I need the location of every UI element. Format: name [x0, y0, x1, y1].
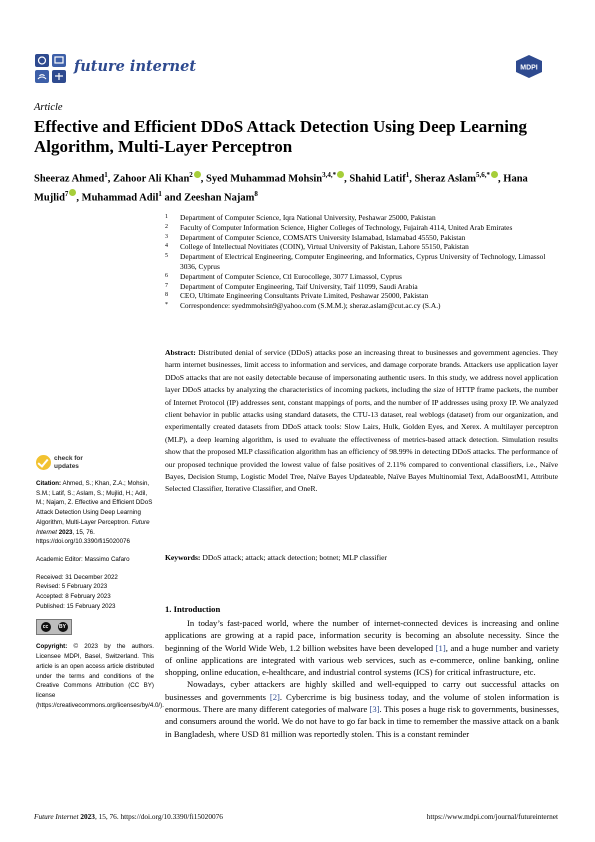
- check-updates-line1: check for: [54, 455, 83, 462]
- affiliation-number: *: [165, 302, 168, 309]
- affiliation-text: CEO, Ultimate Engineering Consultants Private Limited, Peshawar 25000, Pakistan: [180, 291, 429, 301]
- affiliation-item: [165, 242, 555, 252]
- author-affiliation-sup: 1: [104, 171, 108, 179]
- author-affiliation-sup: 2: [189, 171, 193, 179]
- academic-editor: Academic Editor: Massimo Cafaro: [36, 555, 130, 563]
- author-name: Zahoor Ali Khan: [113, 173, 190, 185]
- author-separator: ,: [498, 173, 504, 185]
- citation-label: Citation:: [36, 480, 62, 487]
- affiliation-item: [165, 282, 555, 292]
- by-icon: BY: [59, 624, 66, 631]
- affiliation-number: 2: [165, 223, 168, 230]
- author-name: Sheeraz Ahmed: [34, 173, 105, 185]
- citation-doi-link[interactable]: , 15, 76. https://doi.org/10.3390/fi15020076: [36, 528, 130, 546]
- affiliation-number: 7: [165, 282, 168, 289]
- affiliation-number: 1: [165, 214, 168, 220]
- orcid-icon[interactable]: [491, 171, 498, 178]
- article-type: Article: [34, 102, 63, 113]
- abstract-section: [165, 347, 558, 496]
- section-heading-introduction: 1. Introduction: [165, 604, 221, 614]
- orcid-icon[interactable]: [194, 171, 201, 178]
- footer-citation: [34, 812, 223, 821]
- article-sidebar: [36, 479, 164, 710]
- check-for-updates-button[interactable]: [36, 454, 96, 476]
- author-affiliation-sup: 1: [405, 171, 410, 179]
- author-name: Syed Muhammad Mohsin: [206, 173, 323, 185]
- author-affiliation-sup: 8: [254, 189, 258, 198]
- intro-paragraph-2: [165, 678, 559, 739]
- author-name: Zeeshan Najam: [184, 192, 255, 203]
- publisher-text: MDPI: [520, 64, 538, 72]
- cc-by-license-icon[interactable]: [36, 619, 72, 635]
- footer-doi-link[interactable]: , 15, 76. https://doi.org/10.3390/fi15020076: [94, 812, 223, 821]
- affiliation-text: Department of Computer Science, Ctl Eurocollege, 3077 Limassol, Cyprus: [180, 271, 402, 281]
- date-received: Received: 31 December 2022: [36, 573, 118, 581]
- intro-p1-text-b: , and a huge number and variety of online applications are integrated with various web services, such as e-commerce, online banking, online shopping, online education, e-healthcare, and industrial control systems (ICS) for critical infrastructure, etc.: [165, 642, 559, 678]
- affiliations-list: [165, 213, 555, 311]
- author-separator: ,: [76, 192, 82, 203]
- author-name: Shahid Latif: [349, 173, 406, 185]
- affiliation-item: [165, 233, 555, 243]
- affiliation-item: [165, 291, 555, 301]
- cc-icon: cc: [41, 622, 51, 632]
- abstract-label: Abstract:: [165, 348, 196, 357]
- keywords-section: [165, 552, 558, 563]
- author-separator: ,: [107, 173, 114, 185]
- author-separator: ,: [200, 173, 207, 185]
- intro-p2-text-b: . Cybercrime is big business today, and the volume of stolen information is enormous. There are many different categories of malware: [165, 691, 559, 715]
- intro-p1-text-a: In today’s fast-paced world, where the number of internet-connected devices is increasing and online applications are growing at a rapid pace, information security is becoming an absolute necessity. Since the beginning of the World Wide Web, 1.2 billion websites have been developed: [165, 618, 559, 653]
- copyright-label: Copyright:: [36, 643, 68, 651]
- intro-paragraph-1: [165, 617, 559, 678]
- citation-journal: Future Internet: [36, 518, 150, 536]
- affiliation-item: [165, 252, 555, 272]
- citation-text: Ahmed, S.; Khan, Z.A.; Mohsin, S.M.; Latif, S.; Aslam, S.; Mujlid, H.; Adil, M.; Najam, Z. Effective and Efficient DDoS Attack Detection Using Deep Learning Algorithm, Multi-Layer Perceptron.: [36, 480, 153, 526]
- affiliation-text: Faculty of Computer Information Science, Higher Colleges of Technology, Fujairah 4114, United Arab Emirates: [180, 222, 513, 232]
- affiliation-text: Department of Computer Engineering, Taif University, Taif 11099, Saudi Arabia: [180, 281, 418, 291]
- citation-year: 2023: [58, 528, 73, 536]
- footer-journal: Future Internet: [34, 812, 79, 821]
- affiliation-item: [165, 301, 555, 311]
- author-affiliation-sup: 5,6,*: [476, 171, 491, 179]
- mdpi-logo-icon: [516, 55, 542, 78]
- journal-logo-icon: [34, 51, 67, 84]
- author-affiliation-sup: 1: [158, 189, 162, 198]
- author-list: [34, 168, 559, 205]
- article-title: Effective and Efficient DDoS Attack Detection Using Deep Learning Algorithm, Multi-Layer Perceptron: [34, 117, 527, 156]
- affiliation-number: 3: [165, 233, 168, 240]
- keywords-text: DDoS attack; attack; attack detection; botnet; MLP classifier: [202, 553, 387, 562]
- affiliation-text: Department of Computer Science, COMSATS University Islamabad, Islamabad 45550, Pakistan: [180, 232, 466, 242]
- intro-p2-text-c: . This poses a huge risk to governments, businesses, and consumers around the world. We do not have to go far back in time to remember the massive attack on a bank in Bangladesh, where USD 81 million was reportedly stolen. This is a constant reminder: [165, 704, 559, 739]
- check-updates-icon: [36, 455, 51, 470]
- author-affiliation-sup: 3,4,*: [322, 171, 337, 179]
- journal-name: future internet: [74, 58, 197, 75]
- affiliation-text: College of Intellectual Novitiates (COIN), Virtual University of Pakistan, Lahore 55150, Pakistan: [180, 242, 469, 252]
- author-separator: and: [161, 192, 185, 203]
- date-accepted: Accepted: 8 February 2023: [36, 593, 111, 601]
- date-published: Published: 15 February 2023: [36, 602, 116, 610]
- author-name: Muhammad Adil: [81, 192, 159, 203]
- citation-link[interactable]: [3]: [369, 704, 380, 715]
- affiliation-number: 6: [165, 272, 168, 279]
- dates-block: [36, 573, 154, 612]
- footer-journal-url[interactable]: https://www.mdpi.com/journal/futureinternet: [426, 812, 558, 821]
- citation-block: [36, 479, 154, 547]
- affiliation-text: Department of Computer Science, Iqra National University, Peshawar 25000, Pakistan: [180, 213, 436, 222]
- copyright-block: [36, 642, 164, 710]
- author-name: Sheraz Aslam: [414, 173, 477, 185]
- citation-link[interactable]: [2]: [269, 691, 280, 702]
- citation-link[interactable]: [1]: [435, 642, 446, 653]
- author-separator: ,: [344, 173, 350, 185]
- affiliation-item: [165, 272, 555, 282]
- affiliation-text: Department of Electrical Engineering, Computer Engineering, and Informatics, Cyprus University of Technology, Limassol 3036, Cyprus: [180, 252, 546, 271]
- affiliation-item: [165, 223, 555, 233]
- date-revised: Revised: 5 February 2023: [36, 583, 108, 591]
- author-separator: ,: [409, 173, 415, 185]
- abstract-text: Distributed denial of service (DDoS) attacks pose an increasing threat to businesses and government agencies. They harm internet businesses, limit access to information and services, and damage corporate brands. Attackers use application layer DDoS attacks that are not easily detectable because of impersonating authentic users. In this study, we address novel application layer DDoS attacks by analyzing the characteristics of incoming packets, including the size of HTTP frame packets, the number of Internet Protocol (IP) addresses sent, constant mappings of ports, and the number of IP addresses using proxy IP. We analyzed client behavior in public attacks using standard datasets, the CTU-13 dataset, real weblogs (dataset) from our organization, and experimentally created datasets from DDoS attack tools: Slow Lairs, Hulk, Golden Eyes, and Xerex. A multilayer perceptron (MLP), a deep learning algorithm, is used to evaluate the effectiveness of metrics-based attack detection. Simulation results show that the proposed MLP classification algorithm has an efficiency of 98.99% in detecting DDoS attacks. The performance of our proposed technique provided the lowest value of false positives of 2.11% compared to conventional classifiers, i.e., Naïve Bayes, Decision Stump, Logistic Model Tree, Naïve Bayes Updateable, Naïve Bayes Multinomial Text, AdaBoostM1, Attribute Selected Classifier, Iterative Classifier, and OneR.: [165, 348, 558, 494]
- editor-block: [36, 555, 154, 565]
- affiliation-text: Correspondence: syedmmohsin9@yahoo.com (S.M.M.); sheraz.aslam@cut.ac.cy (S.A.): [180, 301, 441, 311]
- affiliation-item: [165, 213, 555, 223]
- check-updates-line2: updates: [54, 462, 79, 470]
- affiliation-number: 5: [165, 253, 168, 260]
- affiliation-number: 4: [165, 243, 168, 250]
- affiliation-number: 8: [165, 292, 168, 299]
- author-name: Hana Mujlid: [34, 173, 528, 203]
- check-updates-label: [54, 455, 83, 470]
- intro-p2-text-a: Nowadays, cyber attackers are highly skilled and well-equipped to carry out successful attacks on businesses and governments: [165, 679, 559, 702]
- copyright-text: © 2023 by the authors. Licensee MDPI, Basel, Switzerland. This article is an open access article distributed under the terms and conditions of the Creative Commons Attribution (CC BY) license (https://creativecommons.org/licenses/by/4.0/).: [36, 643, 164, 709]
- author-affiliation-sup: 7: [64, 189, 69, 198]
- keywords-label: Keywords:: [165, 553, 201, 562]
- introduction-body: [165, 617, 559, 740]
- footer-year: 2023: [80, 812, 95, 821]
